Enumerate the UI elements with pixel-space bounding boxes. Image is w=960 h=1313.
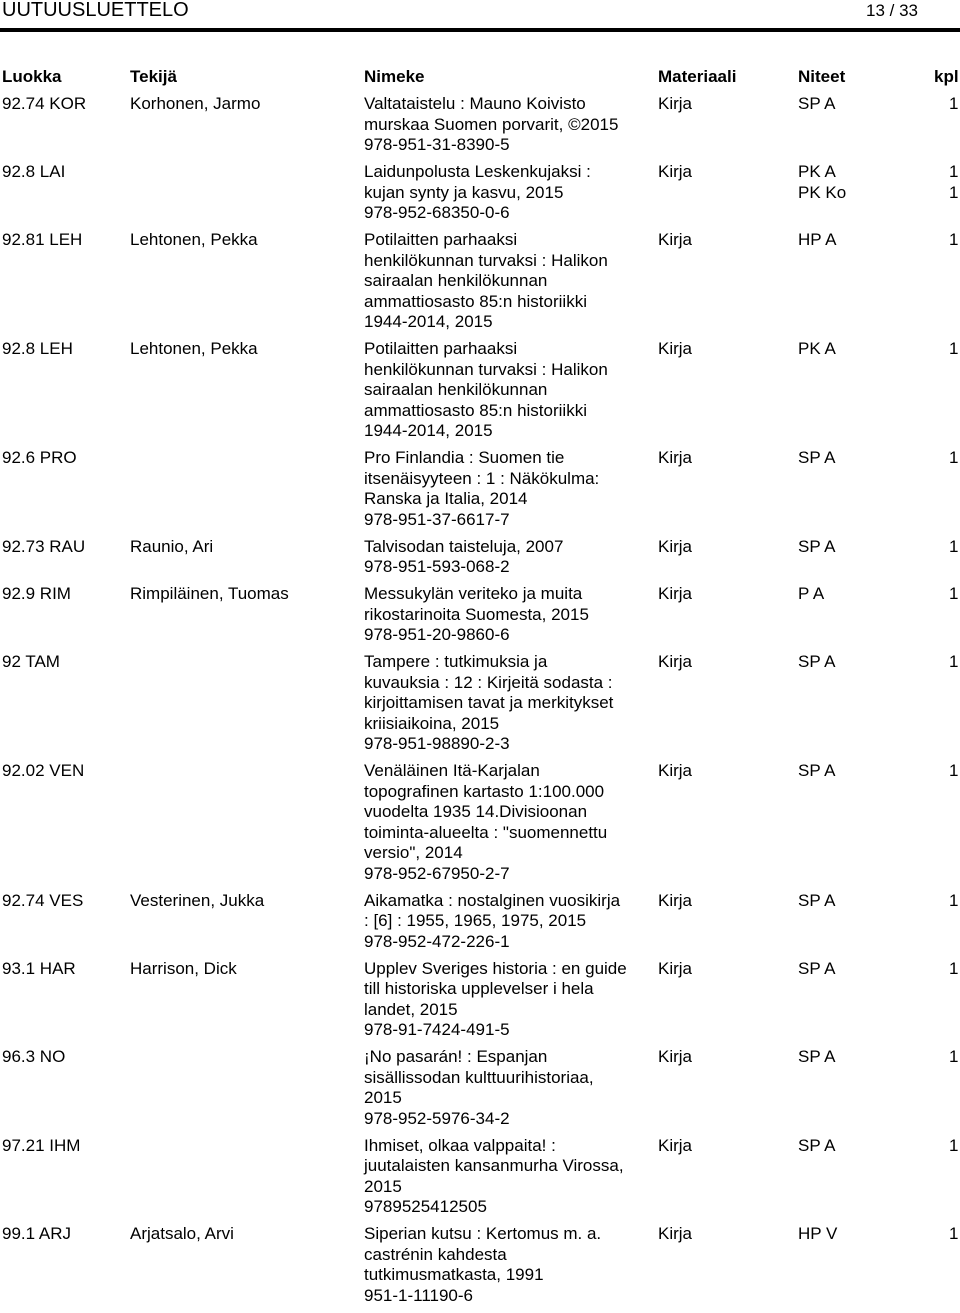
catalog-entries xyxy=(0,94,960,1313)
entry-nimeke xyxy=(364,339,652,442)
entry-kpl-count: 1 xyxy=(949,230,959,249)
entry-materiaali: Kirja xyxy=(658,890,693,910)
entry-kpl-count: 1 xyxy=(949,890,959,910)
entry-nimeke-line: Laidunpolusta Leskenkujaksi : xyxy=(364,162,591,181)
entry-nimeke-line: Messukylän veriteko ja muita xyxy=(364,584,583,603)
entry-nimeke-line: ¡No pasarán! : Espanjan xyxy=(364,1047,548,1066)
entry-kpl-count: 1 xyxy=(949,1047,959,1066)
entry-nimeke-line: vuodelta 1935 14.Divisioonan xyxy=(364,802,588,821)
entry-nimeke-line: 978-952-5976-34-2 xyxy=(364,1108,510,1128)
entry-nimeke xyxy=(364,584,652,646)
entry-nimeke xyxy=(364,448,652,530)
entry-materiaali: Kirja xyxy=(658,1135,693,1155)
entry-kpl xyxy=(949,537,958,558)
entry-tekija: Rimpiläinen, Tuomas xyxy=(130,584,289,603)
entry-niteet-location: PK A xyxy=(798,339,836,358)
entry-materiaali: Kirja xyxy=(658,958,693,978)
entry-kpl xyxy=(949,1224,958,1245)
entry-luokka: 93.1 HAR xyxy=(2,958,76,978)
catalog-entry xyxy=(0,1136,960,1218)
entry-niteet-location: PK A xyxy=(798,162,836,181)
entry-niteet xyxy=(798,230,836,251)
catalog-title: UUTUUSLUETTELO xyxy=(2,0,189,21)
entry-nimeke-line: murskaa Suomen porvarit, ©2015 xyxy=(364,114,619,134)
entry-luokka: 92.6 PRO xyxy=(2,448,77,467)
entry-kpl xyxy=(949,584,958,605)
entry-kpl xyxy=(949,162,958,203)
entry-nimeke-line: Upplev Sveriges historia : en guide xyxy=(364,958,627,978)
entry-materiaali: Kirja xyxy=(658,652,693,671)
column-header-kpl: kpl xyxy=(934,67,959,86)
entry-luokka: 92 TAM xyxy=(2,652,60,671)
entry-materiaali: Kirja xyxy=(658,230,693,249)
entry-nimeke-line: 978-952-472-226-1 xyxy=(364,931,510,951)
entry-materiaali: Kirja xyxy=(658,761,693,780)
entry-nimeke-line: castrénin kahdesta xyxy=(364,1244,507,1264)
entry-tekija: Vesterinen, Jukka xyxy=(130,890,265,910)
entry-niteet-location: HP A xyxy=(798,230,837,249)
entry-nimeke-line: Pro Finlandia : Suomen tie xyxy=(364,448,565,467)
entry-nimeke-line: 951-1-11190-6 xyxy=(364,1285,474,1305)
entry-niteet-location: SP A xyxy=(798,890,836,910)
entry-kpl-count: 1 xyxy=(949,652,959,671)
entry-kpl xyxy=(949,94,958,115)
entry-nimeke-line: Venäläinen Itä-Karjalan xyxy=(364,761,540,780)
entry-nimeke xyxy=(364,1136,652,1218)
entry-nimeke-line: Tampere : tutkimuksia ja xyxy=(364,652,548,671)
entry-kpl-count: 1 xyxy=(949,958,959,978)
column-header-luokka: Luokka xyxy=(2,67,62,86)
entry-nimeke-line: sairaalan henkilökunnan xyxy=(364,380,548,399)
entry-nimeke-line: Siperian kutsu : Kertomus m. a. xyxy=(364,1224,602,1243)
entry-nimeke xyxy=(364,94,652,156)
entry-tekija: Arjatsalo, Arvi xyxy=(130,1224,234,1243)
entry-tekija: Lehtonen, Pekka xyxy=(130,230,258,249)
entry-nimeke-line: itsenäisyyteen : 1 : Näkökulma: xyxy=(364,468,600,488)
entry-niteet xyxy=(798,584,824,605)
catalog-entry xyxy=(0,584,960,646)
entry-nimeke xyxy=(364,1047,652,1129)
column-headers xyxy=(0,66,960,88)
entry-nimeke xyxy=(364,891,652,953)
entry-nimeke-line: rikostarinoita Suomesta, 2015 xyxy=(364,604,589,624)
entry-nimeke-line: Potilaitten parhaaksi xyxy=(364,339,518,358)
column-header-tekija: Tekijä xyxy=(130,67,177,86)
entry-niteet xyxy=(798,1047,836,1068)
entry-materiaali: Kirja xyxy=(658,1047,693,1066)
entry-nimeke-line: 978-91-7424-491-5 xyxy=(364,1020,510,1039)
entry-tekija: Raunio, Ari xyxy=(130,536,214,556)
entry-niteet xyxy=(798,162,846,203)
entry-tekija: Lehtonen, Pekka xyxy=(130,339,258,358)
entry-nimeke xyxy=(364,959,652,1041)
entry-niteet xyxy=(798,1136,836,1157)
entry-niteet-location: SP A xyxy=(798,958,836,978)
entry-niteet-location: SP A xyxy=(798,448,836,467)
entry-nimeke-line: 978-951-98890-2-3 xyxy=(364,734,510,753)
catalog-entry xyxy=(0,162,960,224)
entry-niteet-location: P A xyxy=(798,584,825,603)
entry-nimeke-line: Valtataistelu : Mauno Koivisto xyxy=(364,94,586,113)
entry-nimeke-line: 978-952-68350-0-6 xyxy=(364,203,510,222)
entry-nimeke-line: landet, 2015 xyxy=(364,999,458,1019)
catalog-entry xyxy=(0,761,960,884)
entry-tekija: Korhonen, Jarmo xyxy=(130,94,261,113)
entry-niteet xyxy=(798,94,836,115)
entry-niteet xyxy=(798,891,836,912)
entry-nimeke-line: ammattiosasto 85:n historiikki xyxy=(364,400,587,420)
entry-nimeke-line: kirjoittamisen tavat ja merkitykset xyxy=(364,693,614,712)
column-header-nimeke: Nimeke xyxy=(364,67,425,86)
entry-niteet xyxy=(798,959,836,980)
entry-nimeke-line: kriisiaikoina, 2015 xyxy=(364,713,500,733)
entry-luokka: 92.81 LEH xyxy=(2,230,83,249)
entry-nimeke xyxy=(364,162,652,224)
entry-materiaali: Kirja xyxy=(658,536,693,556)
catalog-entry xyxy=(0,1047,960,1129)
entry-kpl xyxy=(949,1136,958,1157)
entry-nimeke-line: 978-952-67950-2-7 xyxy=(364,863,510,883)
entry-nimeke-line: sisällissodan kulttuurihistoriaa, xyxy=(364,1067,594,1087)
entry-niteet xyxy=(798,652,836,673)
entry-nimeke xyxy=(364,230,652,333)
entry-kpl xyxy=(949,959,958,980)
entry-niteet xyxy=(798,339,836,360)
entry-kpl-count: 1 xyxy=(949,94,959,113)
entry-nimeke-line: 2015 xyxy=(364,1088,402,1107)
entry-niteet xyxy=(798,537,836,558)
entry-nimeke-line: toiminta-alueelta : "suomennettu xyxy=(364,822,608,842)
catalog-entry xyxy=(0,448,960,530)
entry-kpl-count: 1 xyxy=(949,536,959,556)
entry-kpl-count: 1 xyxy=(949,162,959,181)
entry-kpl xyxy=(949,891,958,912)
entry-nimeke-line: 1944-2014, 2015 xyxy=(364,312,493,331)
entry-niteet-location: SP A xyxy=(798,652,836,671)
entry-nimeke-line: henkilökunnan turvaksi : Halikon xyxy=(364,359,608,379)
entry-nimeke-line: 2015 xyxy=(364,1176,402,1196)
catalog-entry xyxy=(0,339,960,442)
entry-kpl-count: 1 xyxy=(949,584,959,603)
entry-nimeke-line: tutkimusmatkasta, 1991 xyxy=(364,1265,544,1284)
entry-kpl xyxy=(949,448,958,469)
entry-kpl-count: 1 xyxy=(949,761,959,780)
entry-nimeke-line: kujan synty ja kasvu, 2015 xyxy=(364,182,564,202)
entry-luokka: 99.1 ARJ xyxy=(2,1224,71,1243)
entry-nimeke-line: sairaalan henkilökunnan xyxy=(364,271,548,290)
entry-kpl xyxy=(949,1047,958,1068)
entry-nimeke-line: 978-951-31-8390-5 xyxy=(364,135,510,154)
catalog-entry xyxy=(0,230,960,333)
entry-nimeke-line: kuvauksia : 12 : Kirjeitä sodasta : xyxy=(364,672,613,692)
entry-niteet xyxy=(798,761,836,782)
catalog-entry xyxy=(0,537,960,578)
entry-nimeke-line: Aikamatka : nostalginen vuosikirja xyxy=(364,890,621,910)
page-number: 13 / 33 xyxy=(866,1,918,20)
entry-materiaali: Kirja xyxy=(658,339,693,358)
entry-materiaali: Kirja xyxy=(658,584,693,603)
entry-nimeke xyxy=(364,1224,652,1306)
entry-niteet-location: HP V xyxy=(798,1224,838,1243)
entry-nimeke-line: henkilökunnan turvaksi : Halikon xyxy=(364,250,608,270)
entry-nimeke-line: topografinen kartasto 1:100.000 xyxy=(364,781,605,801)
entry-niteet xyxy=(798,448,836,469)
entry-tekija: Harrison, Dick xyxy=(130,958,237,978)
catalog-entry xyxy=(0,1224,960,1306)
entry-kpl xyxy=(949,652,958,673)
entry-luokka: 92.74 VES xyxy=(2,890,84,910)
column-header-materiaali: Materiaali xyxy=(658,67,737,86)
catalog-entry xyxy=(0,652,960,755)
page-header xyxy=(0,0,960,24)
entry-kpl-count: 1 xyxy=(949,448,959,467)
entry-nimeke-line: versio", 2014 xyxy=(364,843,463,862)
entry-kpl xyxy=(949,761,958,782)
entry-kpl-count: 1 xyxy=(949,1224,959,1243)
entry-niteet-location: SP A xyxy=(798,1047,836,1066)
entry-materiaali: Kirja xyxy=(658,162,693,181)
entry-luokka: 96.3 NO xyxy=(2,1047,66,1066)
entry-nimeke-line: Talvisodan taisteluja, 2007 xyxy=(364,536,564,556)
entry-materiaali: Kirja xyxy=(658,94,693,113)
column-header-niteet: Niteet xyxy=(798,67,846,86)
entry-nimeke xyxy=(364,652,652,755)
entry-nimeke xyxy=(364,761,652,884)
entry-nimeke xyxy=(364,537,652,578)
catalog-entry xyxy=(0,94,960,156)
entry-luokka: 92.8 LAI xyxy=(2,162,66,181)
entry-niteet xyxy=(798,1224,837,1245)
entry-kpl xyxy=(949,339,958,360)
entry-nimeke-line: ammattiosasto 85:n historiikki xyxy=(364,291,587,311)
entry-luokka: 92.8 LEH xyxy=(2,339,73,358)
entry-luokka: 92.74 KOR xyxy=(2,94,87,113)
entry-nimeke-line: 978-951-37-6617-7 xyxy=(364,509,510,529)
catalog-entry xyxy=(0,891,960,953)
entry-niteet-location: SP A xyxy=(798,536,836,556)
entry-nimeke-line: 978-951-593-068-2 xyxy=(364,557,510,576)
entry-materiaali: Kirja xyxy=(658,1224,693,1243)
header-divider xyxy=(0,28,960,32)
entry-niteet-location: SP A xyxy=(798,1135,836,1155)
entry-niteet-location: SP A xyxy=(798,94,836,113)
entry-luokka: 92.02 VEN xyxy=(2,761,85,780)
entry-kpl-count: 1 xyxy=(949,182,959,202)
entry-kpl-count: 1 xyxy=(949,1135,959,1155)
entry-luokka: 92.9 RIM xyxy=(2,584,71,603)
entry-niteet-location: PK Ko xyxy=(798,182,847,202)
catalog-entry xyxy=(0,959,960,1041)
entry-kpl-count: 1 xyxy=(949,339,959,358)
entry-nimeke-line: Potilaitten parhaaksi xyxy=(364,230,518,249)
entry-nimeke-line: till historiska upplevelser i hela xyxy=(364,979,594,998)
entry-nimeke-line: Ihmiset, olkaa valppaita! : xyxy=(364,1135,556,1155)
entry-nimeke-line: 1944-2014, 2015 xyxy=(364,421,493,440)
entry-niteet-location: SP A xyxy=(798,761,836,780)
entry-nimeke-line: Ranska ja Italia, 2014 xyxy=(364,489,528,508)
entry-nimeke-line: 9789525412505 xyxy=(364,1197,487,1216)
entry-materiaali: Kirja xyxy=(658,448,693,467)
entry-nimeke-line: 978-951-20-9860-6 xyxy=(364,625,510,644)
entry-luokka: 97.21 IHM xyxy=(2,1135,81,1155)
entry-nimeke-line: : [6] : 1955, 1965, 1975, 2015 xyxy=(364,911,587,930)
entry-luokka: 92.73 RAU xyxy=(2,536,86,556)
entry-kpl xyxy=(949,230,958,251)
entry-nimeke-line: juutalaisten kansanmurha Virossa, xyxy=(364,1156,624,1175)
